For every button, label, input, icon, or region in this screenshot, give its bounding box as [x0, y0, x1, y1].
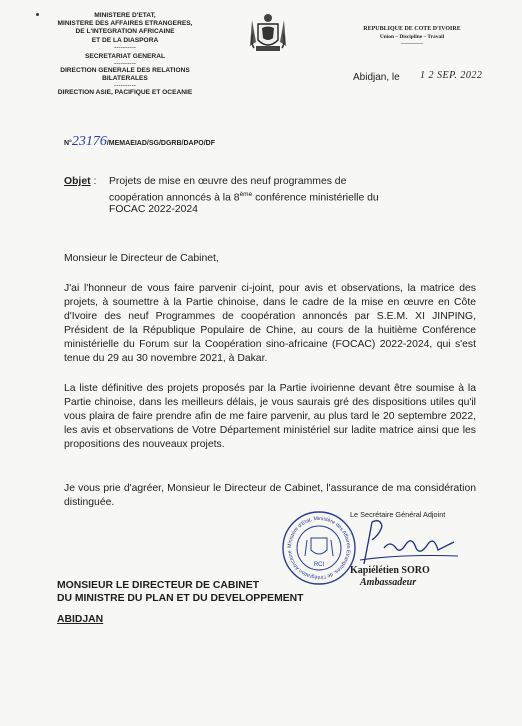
closing-paragraph: Je vous prie d'agréer, Monsieur le Directeur de Cabinet, l'assurance de ma considération distinguée. [64, 483, 476, 508]
ministry-line: DE L'INTEGRATION AFRICAINE [75, 28, 175, 36]
ministry-line: MINISTERE DES AFFAIRES ETRANGERES, [57, 20, 193, 28]
header-separator: ---------- [114, 43, 136, 51]
direction-line: BILATERALES [102, 75, 148, 83]
recipient-line: DU MINISTRE DU PLAN ET DU DEVELOPPEMENT [57, 592, 304, 604]
salutation: Monsieur le Directeur de Cabinet, [64, 253, 219, 264]
direction-line: DIRECTION GENERALE DES RELATIONS [60, 67, 190, 75]
header-separator: ----------- [401, 41, 423, 48]
direction-asia-line: DIRECTION ASIE, PACIFIQUE ET OCEANIE [57, 89, 193, 97]
subject-text-part: Projets de mise en œuvre des neuf programmes de coopération annoncés à la 8 [109, 176, 347, 203]
subject-text [109, 176, 389, 217]
subject-colon: : [90, 176, 97, 187]
ministry-header [30, 12, 220, 98]
recipient-city: ABIDJAN [57, 614, 104, 625]
subject-superscript: ème [239, 190, 253, 198]
national-emblem-icon [246, 12, 290, 54]
recipient-line: MONSIEUR LE DIRECTEUR DE CABINET [57, 580, 260, 591]
reference-suffix: /MEMAEIAD/SG/DGRB/DAPO/DF [106, 140, 215, 147]
national-motto: Union – Discipline – Travail [379, 33, 445, 40]
reference-number [64, 134, 215, 150]
recipient-address [57, 580, 304, 605]
subject-text-part: conférence ministérielle du FOCAC 2022-2024 [109, 191, 379, 216]
body-paragraph: J'ai l'honneur de vous faire parvenir ci-joint, pour avis et observations, la matrice des projets, à soumettre à la Partie chinoise, dans le cadre de la mise en œuvre en Côte d'Ivoire des neuf Programmes de coopération annoncés par S.E.M. XI JINPING, Président de la République Populaire de Chine, au cours de la huitième Conférence ministérielle du Forum sur la Coopération sino-africaine (FOCAC) 2022-2024, qui s'est tenue du 29 au 30 novembre 2021, à Dakar. [64, 283, 476, 364]
signatory-role: Ambassadeur [360, 577, 417, 588]
header-separator: ---------- [114, 82, 136, 90]
stamp-bottom-text: RCI [313, 562, 325, 568]
place-label: Abidjan, le [353, 72, 400, 83]
ministry-line: ET DE LA DIASPORA [91, 36, 159, 44]
subject-block [64, 176, 384, 216]
ministry-line: MINISTERE D'ETAT, [94, 12, 156, 19]
body-paragraph: La liste définitive des projets proposés par la Partie ivoirienne devant être soumise à la Partie chinoise, dans les meilleurs délais, je vous saurais gré des dispositions utiles qu'il vous plaira de faire prendre afin de me faire parvenir, au plus tard le 20 septembre 2022, les avis et observations de Votre Département ministériel sur ladite matrice ainsi que les propositions des nouveaux projets. [64, 383, 476, 450]
country-name: REPUBLIQUE DE COTE D'IVOIRE [363, 26, 461, 32]
stamp-ring-text: Ministère d'Etat, Ministère des Affaires Etrangères, de l'Intégration Africaine [286, 515, 352, 581]
republic-header [342, 26, 482, 49]
reference-handwritten-number: 23176 [71, 134, 107, 149]
secretariat-line: SECRETARIAT GENERAL [85, 52, 165, 60]
signatory-title: Le Secrétaire Général Adjoint [350, 510, 446, 519]
signatory-name: Kapiélétien SORO [350, 565, 430, 576]
subject-label: Objet [64, 176, 91, 187]
reference-prefix: N° [64, 140, 72, 147]
official-stamp-icon [281, 510, 357, 586]
document-date: 1 2 SEP. 2022 [420, 70, 483, 81]
header-separator: ---------- [114, 60, 136, 68]
